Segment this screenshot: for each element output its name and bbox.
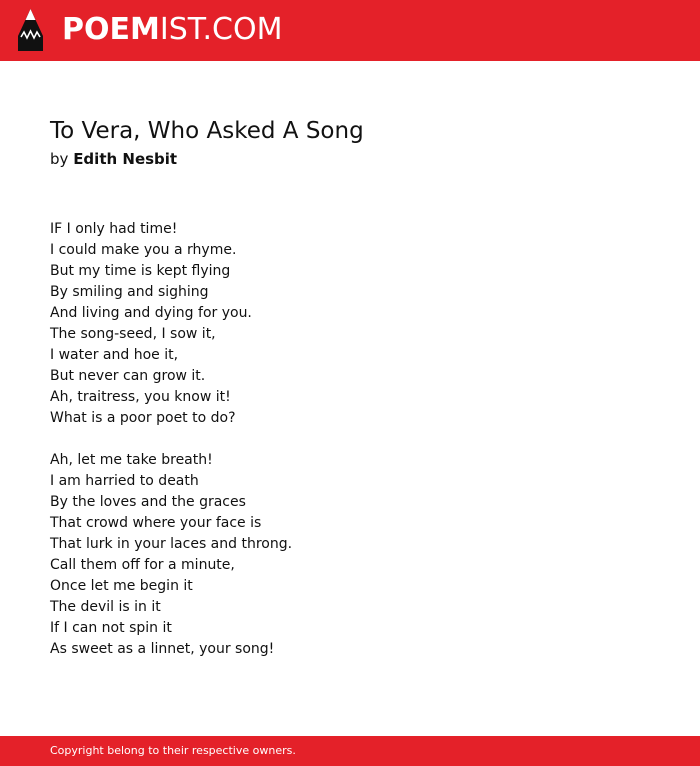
poem-line: The devil is in it [50,599,161,615]
stanza [50,450,650,660]
copyright-text: Copyright belong to their respective owners. [50,744,296,757]
poem-line: But my time is kept flying [50,263,231,279]
poem-title: To Vera, Who Asked A Song [50,118,364,144]
poem-line: I could make you a rhyme. [50,242,237,258]
poem-line: And living and dying for you. [50,305,252,321]
poem-line: That crowd where your face is [50,515,262,531]
author-name: Edith Nesbit [73,150,178,168]
poem-body [50,219,650,681]
site-footer [0,736,700,766]
poem-line: But never can grow it. [50,368,206,384]
poem-line: By the loves and the graces [50,494,246,510]
poem-line: Call them off for a minute, [50,557,235,573]
stanza [50,219,650,429]
poem-line: Ah, traitress, you know it! [50,389,231,405]
poem-line: If I can not spin it [50,620,172,636]
by-label: by [50,150,69,168]
site-logo[interactable] [62,12,282,48]
pencil-tip-icon[interactable] [18,9,43,51]
poem-line: I am harried to death [50,473,199,489]
byline [50,149,177,169]
poem-line: By smiling and sighing [50,284,209,300]
poem-line: Once let me begin it [50,578,193,594]
logo-bold-text: POEM [62,12,160,47]
logo-light-text: IST.COM [159,12,283,47]
poem-line: IF I only had time! [50,221,178,237]
poem-line: What is a poor poet to do? [50,410,236,426]
poem-line: As sweet as a linnet, your song! [50,641,275,657]
poem-line: Ah, let me take breath! [50,452,213,468]
poem-line: The song-seed, I sow it, [50,326,216,342]
poem-line: That lurk in your laces and throng. [50,536,293,552]
poem-line: I water and hoe it, [50,347,179,363]
site-header [0,0,700,61]
